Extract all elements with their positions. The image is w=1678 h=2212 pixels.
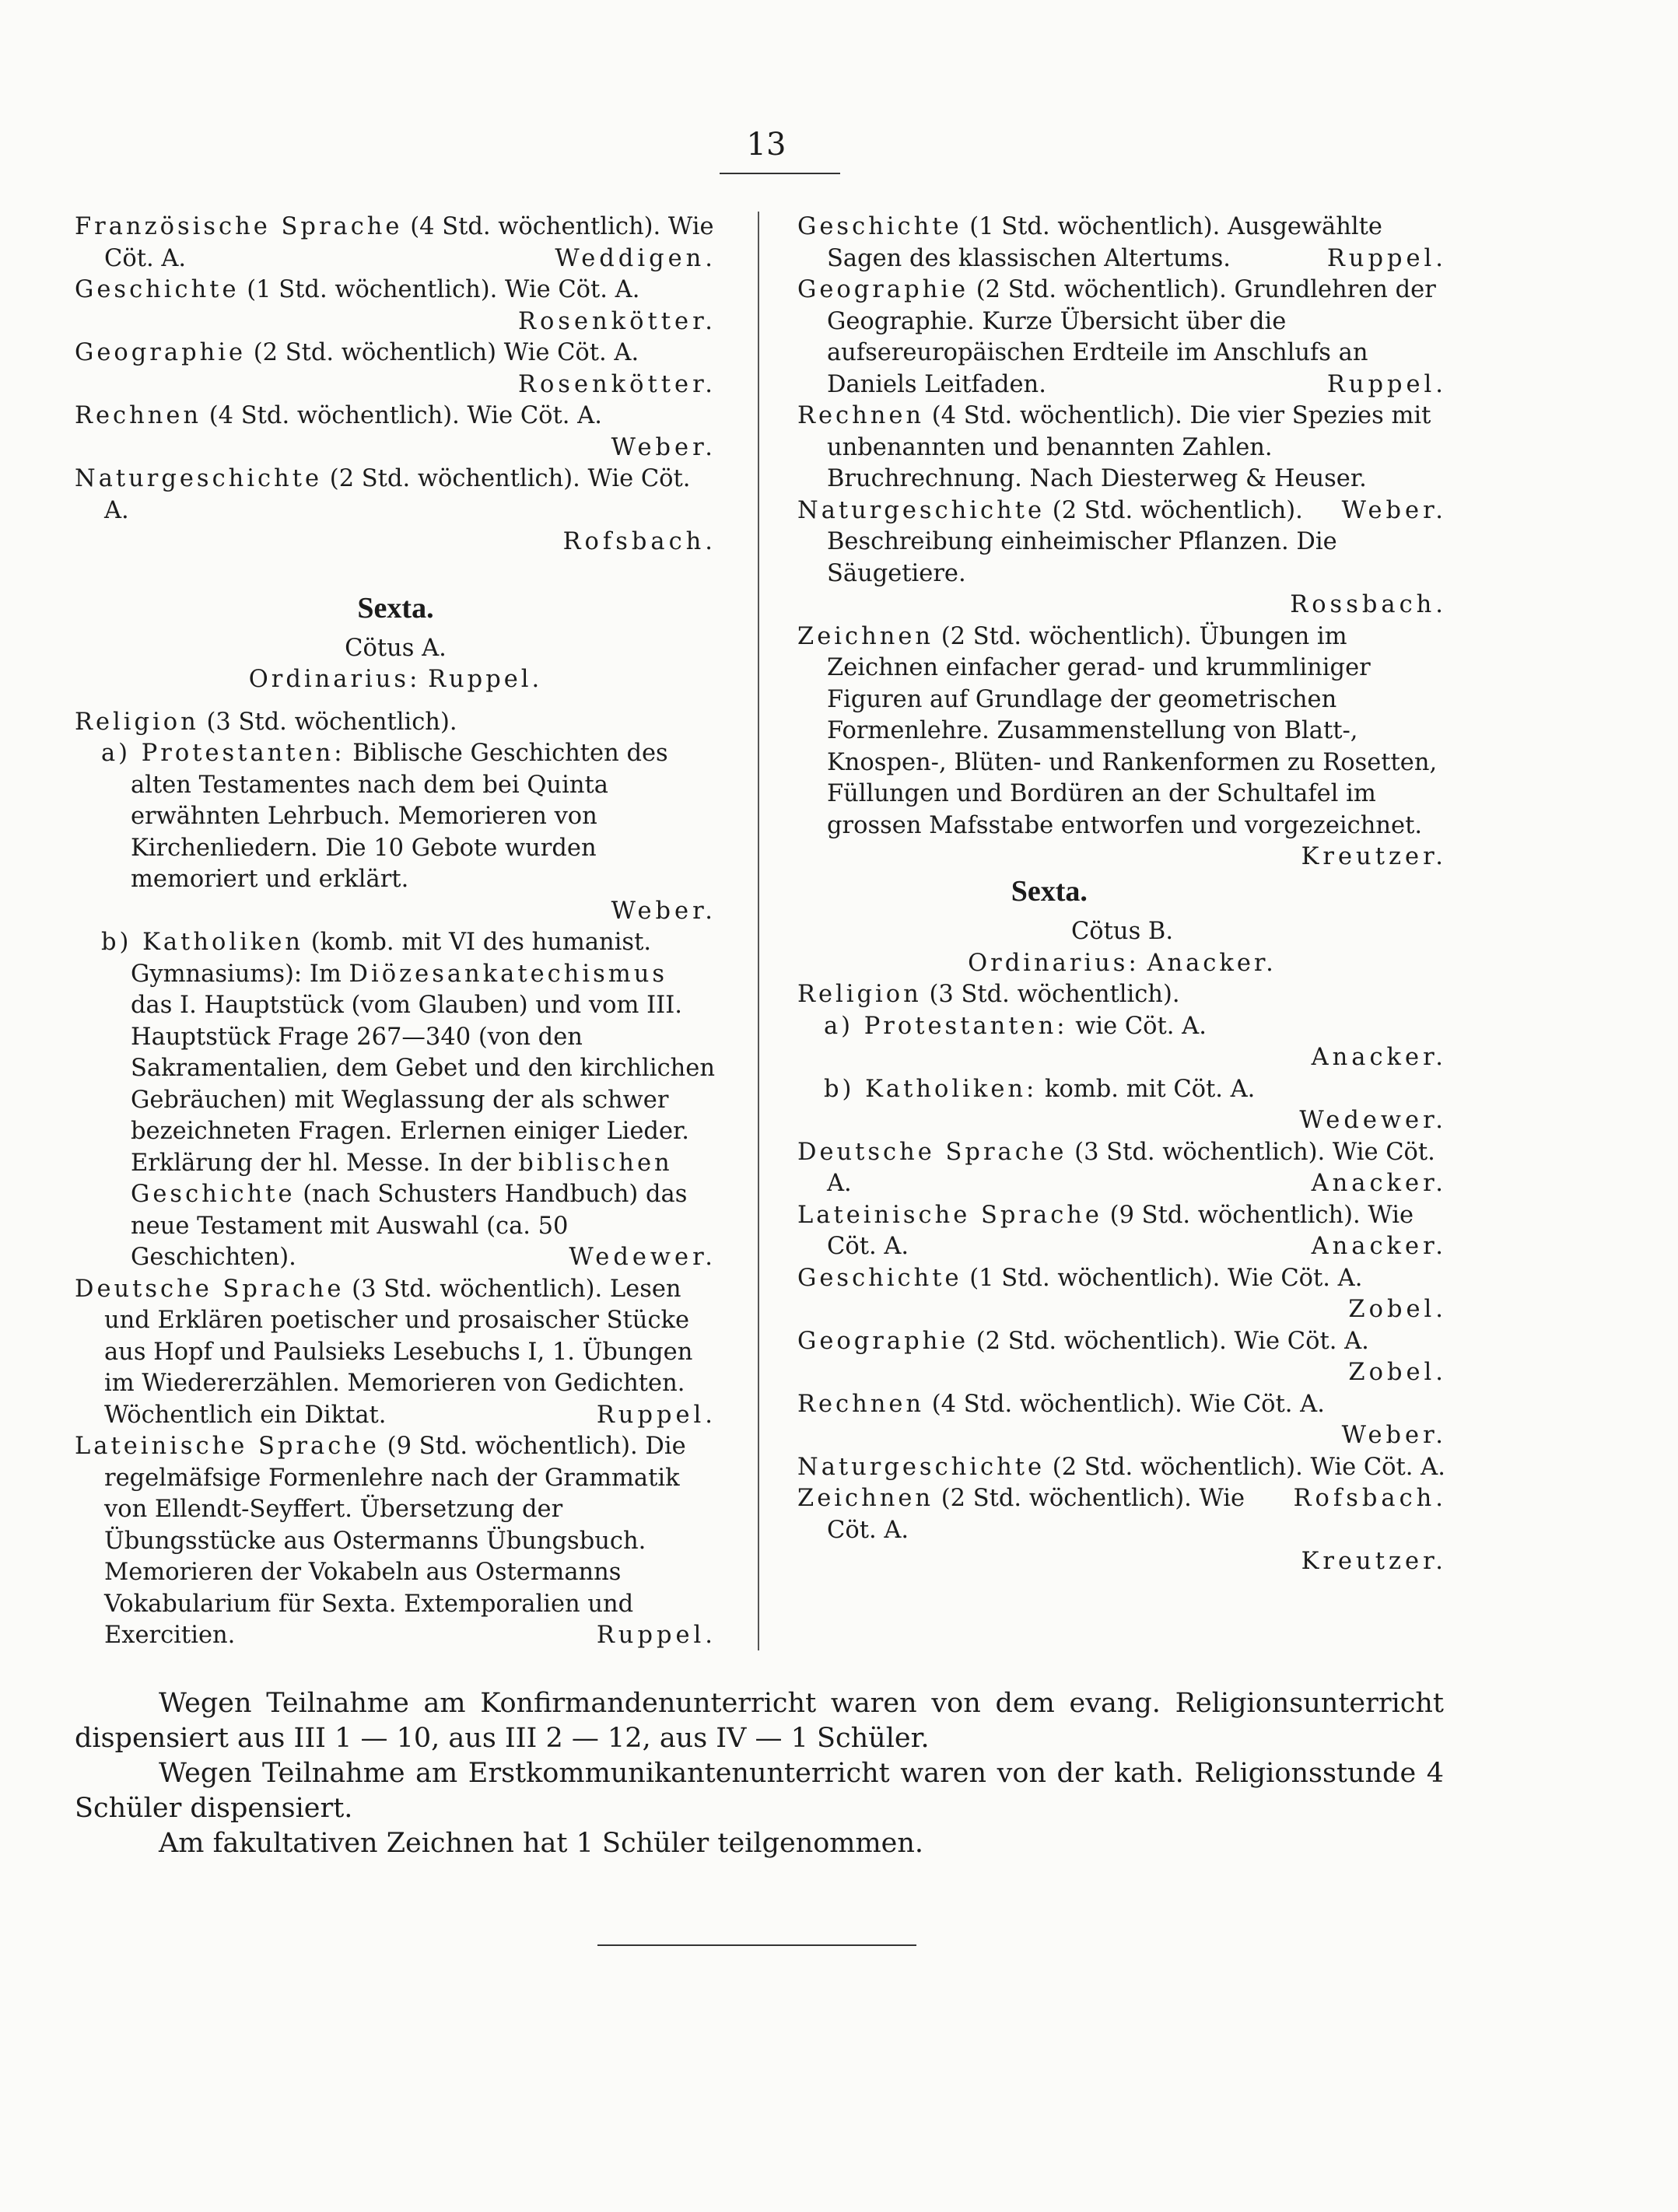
teacher-name: Rosenkötter. — [517, 307, 716, 335]
denomination-label: b) Katholiken: — [824, 1075, 1038, 1103]
subject-label: Französische Sprache — [75, 213, 403, 240]
entry-arithmetic — [797, 1389, 1447, 1452]
teacher-name: Kreutzer. — [1301, 1548, 1447, 1575]
entry-latin — [75, 1431, 716, 1652]
entry-details: (4 Std. wöchentlich). Wie Cöt. A. — [201, 402, 602, 429]
ordinarius-line — [75, 664, 716, 696]
denomination-label: a) Protestanten: — [101, 740, 345, 767]
entry-geography — [797, 1326, 1447, 1389]
teacher-name: Kreutzer. — [1301, 843, 1447, 870]
entry-history — [797, 1263, 1447, 1326]
teacher-name: Weber. — [611, 897, 716, 925]
entry-details: (2 Std. wöchentlich). Wie Cöt. A. — [827, 1485, 1245, 1544]
subject-label: Deutsche Sprache — [75, 1275, 345, 1303]
teacher-name: Weddigen. — [555, 244, 716, 272]
subject-label: Naturgeschichte — [75, 465, 323, 492]
entry-details: (2 Std. wöchentlich) Wie Cöt. A. — [246, 339, 639, 366]
entry-text: (nach Schusters Handbuch) das neue Testament mit Auswahl (ca. 50 Geschichten). — [131, 1181, 688, 1271]
note-first-communion: Wegen Teilnahme am Erstkommunikantenunterricht waren von der kath. Religionsstunde 4 Schüler dispensiert. — [75, 1758, 1444, 1824]
entry-details: (3 Std. wöchentlich). Wie Cöt. A. — [827, 1138, 1435, 1197]
entry-text: das I. Hauptstück (vom Glauben) und vom III. Hauptstück Frage 267—340 (von den Sakramentalien, dem Gebet und den kirchlichen Gebräuchen) mit Weglassung der als schwer bezeichneten Fragen. Erlernen einiger Lieder. Erklärung der hl. Messe. In der — [131, 992, 715, 1177]
subject-label: Geographie — [797, 276, 969, 303]
teacher-name: Ruppel. — [1326, 244, 1447, 272]
subject-label: Religion — [797, 981, 922, 1008]
subject-label: Lateinische Sprache — [797, 1201, 1102, 1229]
entry-details: (2 Std. wöchentlich). Wie Cöt. A. — [104, 465, 691, 524]
religion-protestant — [797, 1011, 1447, 1074]
ordinarius-label: Ordinarius: — [248, 666, 421, 693]
entry-natural-history — [75, 464, 716, 558]
teacher-name: Ruppel. — [596, 1622, 716, 1649]
teacher-name: Ruppel. — [1326, 370, 1447, 398]
note-confirmation: Wegen Teilnahme am Konfirmandenunterricht waren von dem evang. Religionsunterricht dispensiert aus III 1 — 10, aus III 2 — 12, aus IV — 1 Schüler. — [75, 1688, 1444, 1754]
subject-label: Religion — [75, 708, 199, 736]
entry-religion — [75, 707, 716, 739]
entry-latin — [797, 1200, 1447, 1263]
section-heading: Sexta. — [1011, 875, 1088, 908]
entry-details: (1 Std. wöchentlich). Wie Cöt. A. — [239, 276, 640, 303]
subject-label: Zeichnen — [797, 622, 934, 650]
page-number: 13 — [746, 127, 786, 163]
teacher-name: Rofsbach. — [562, 528, 716, 555]
subject-label: Deutsche Sprache — [797, 1138, 1067, 1166]
column-divider — [758, 212, 759, 1650]
entry-german — [797, 1137, 1447, 1200]
teacher-name: Ruppel. — [596, 1401, 716, 1429]
entry-drawing — [797, 621, 1447, 870]
teacher-name: Wedewer. — [569, 1244, 716, 1271]
subject-label: Naturgeschichte — [797, 1453, 1046, 1481]
subject-label: Lateinische Sprache — [75, 1433, 380, 1460]
entry-geography — [797, 275, 1447, 401]
top-rule — [720, 173, 840, 174]
teacher-name: Rosenkötter. — [517, 370, 716, 398]
teacher-name: Anacker. — [1311, 1233, 1447, 1260]
subject-label: Geschichte — [797, 213, 962, 240]
subject-label: Rechnen — [797, 402, 925, 429]
entry-text: (3 Std. wöchentlich). Lesen und Erklären poetischer und prosaischer Stücke aus Hopf und Paulsieks Lesebuchs I, 1. Übungen im Wiedererzählen. Memorieren von Gedichten. Wöchentlich ein Diktat. — [104, 1275, 693, 1429]
ordinarius-name: Ruppel. — [428, 666, 543, 693]
teacher-name: Anacker. — [1311, 1170, 1447, 1197]
entry-text: komb. mit Cöt. A. — [1037, 1075, 1256, 1103]
entry-text: (komb. mit VI des humanist. Gymnasiums): Im — [131, 929, 652, 988]
subject-label: Zeichnen — [797, 1485, 934, 1512]
entry-details: (1 Std. wöchentlich). Wie Cöt. A. — [962, 1264, 1363, 1292]
entry-details: (9 Std. wöchentlich). Wie Cöt. A. — [827, 1201, 1414, 1260]
subject-label: Geographie — [797, 1327, 969, 1355]
subject-label: Naturgeschichte — [797, 496, 1046, 524]
coetus-label: Cötus A. — [345, 634, 447, 662]
teacher-name: Rossbach. — [1290, 591, 1447, 618]
dispensation-notes — [75, 1686, 1444, 1861]
entry-geography — [75, 338, 716, 401]
teacher-name: Weber. — [611, 433, 716, 461]
entry-arithmetic — [75, 401, 716, 464]
subject-label: Rechnen — [797, 1390, 925, 1418]
coetus-label: Cötus B. — [1070, 918, 1174, 945]
entry-text: (2 Std. wöchentlich). Grundlehren der Geographie. Kurze Übersicht über die aufsereuropäischen Erdteile im Anschlufs an Daniels Leitfaden. — [827, 276, 1436, 398]
entry-text: (9 Std. wöchentlich). Die regelmäfsige Formenlehre nach der Grammatik von Ellendt-Seyffert. Übersetzung der Übungsstücke aus Ostermanns Übungsbuch. Memorieren der Vokabeln aus Ostermanns Vokabularium für Sexta. Extemporalien und Exercitien. — [104, 1433, 686, 1649]
teacher-name: Zobel. — [1348, 1296, 1447, 1323]
teacher-name: Anacker. — [1311, 1044, 1447, 1071]
ordinarius-line — [797, 948, 1447, 980]
left-column — [75, 212, 716, 1652]
entry-details: (2 Std. wöchentlich). Wie Cöt. A. — [969, 1327, 1369, 1355]
entry-religion — [797, 979, 1447, 1011]
religion-catholic — [797, 1074, 1447, 1137]
subject-label: Geschichte — [797, 1264, 962, 1292]
entry-details: (2 Std. wöchentlich). Wie Cöt. A. — [1045, 1453, 1445, 1481]
ordinarius-name: Anacker. — [1147, 949, 1277, 977]
religion-catholic — [75, 927, 716, 1274]
subject-label: Rechnen — [75, 402, 202, 429]
entry-history — [75, 275, 716, 338]
entry-text: (2 Std. wöchentlich). Beschreibung einheimischer Pflanzen. Die Säugetiere. — [827, 496, 1337, 587]
teacher-name: Weber. — [1341, 496, 1447, 524]
spacer — [75, 696, 716, 707]
religion-protestant — [75, 738, 716, 927]
entry-text: wie Cöt. A. — [1067, 1012, 1207, 1040]
entry-french — [75, 212, 716, 275]
biblical-history-label: biblischen Geschichte — [131, 1149, 673, 1208]
section-heading: Sexta. — [357, 591, 434, 625]
denomination-label: b) Katholiken — [101, 929, 304, 956]
subject-label: Geschichte — [75, 276, 240, 303]
subject-label: Geographie — [75, 339, 247, 366]
entry-details: (3 Std. wöchentlich). — [921, 981, 1180, 1008]
entry-history — [797, 212, 1447, 275]
entry-details: (3 Std. wöchentlich). — [198, 708, 457, 736]
teacher-name: Weber. — [1341, 1422, 1447, 1449]
denomination-label: a) Protestanten: — [824, 1012, 1068, 1040]
entry-details: (4 Std. wöchentlich). Wie Cöt. A. — [104, 213, 714, 272]
teacher-name: Wedewer. — [1299, 1107, 1447, 1134]
entry-text: (4 Std. wöchentlich). Die vier Spezies mit unbenannten und benannten Zahlen. Bruchrechnung. Nach Diesterweg & Heuser. — [827, 402, 1431, 492]
entry-german — [75, 1274, 716, 1432]
teacher-name: Rofsbach. — [1293, 1485, 1447, 1512]
entry-text: Biblische Geschichten des alten Testamentes nach dem bei Quinta erwähnten Lehrbuch. Memorieren von Kirchenliedern. Die 10 Gebote wurden memoriert und erklärt. — [131, 740, 668, 893]
note-drawing: Am fakultativen Zeichnen hat 1 Schüler teilgenommen. — [159, 1828, 924, 1859]
entry-text: (1 Std. wöchentlich). Ausgewählte Sagen des klassischen Altertums. — [827, 213, 1382, 272]
catechism-label: Diözesankatechismus — [349, 960, 668, 988]
entry-text: (2 Std. wöchentlich). Übungen im Zeichnen einfacher gerad- und krummliniger Figuren auf Grundlage der geometrischen Formenlehre. Zusammenstellung von Blatt-, Knospen-, Blüten- und Rankenformen zu Rosetten, Füllungen und Bordüren an der Schultafel im grossen Mafsstabe entworfen und vorgezeichnet. — [827, 622, 1438, 839]
bottom-rule — [597, 1944, 916, 1946]
ordinarius-label: Ordinarius: — [968, 949, 1140, 977]
teacher-name: Zobel. — [1348, 1359, 1447, 1386]
entry-details: (4 Std. wöchentlich). Wie Cöt. A. — [924, 1390, 1325, 1418]
right-column — [797, 212, 1447, 1578]
